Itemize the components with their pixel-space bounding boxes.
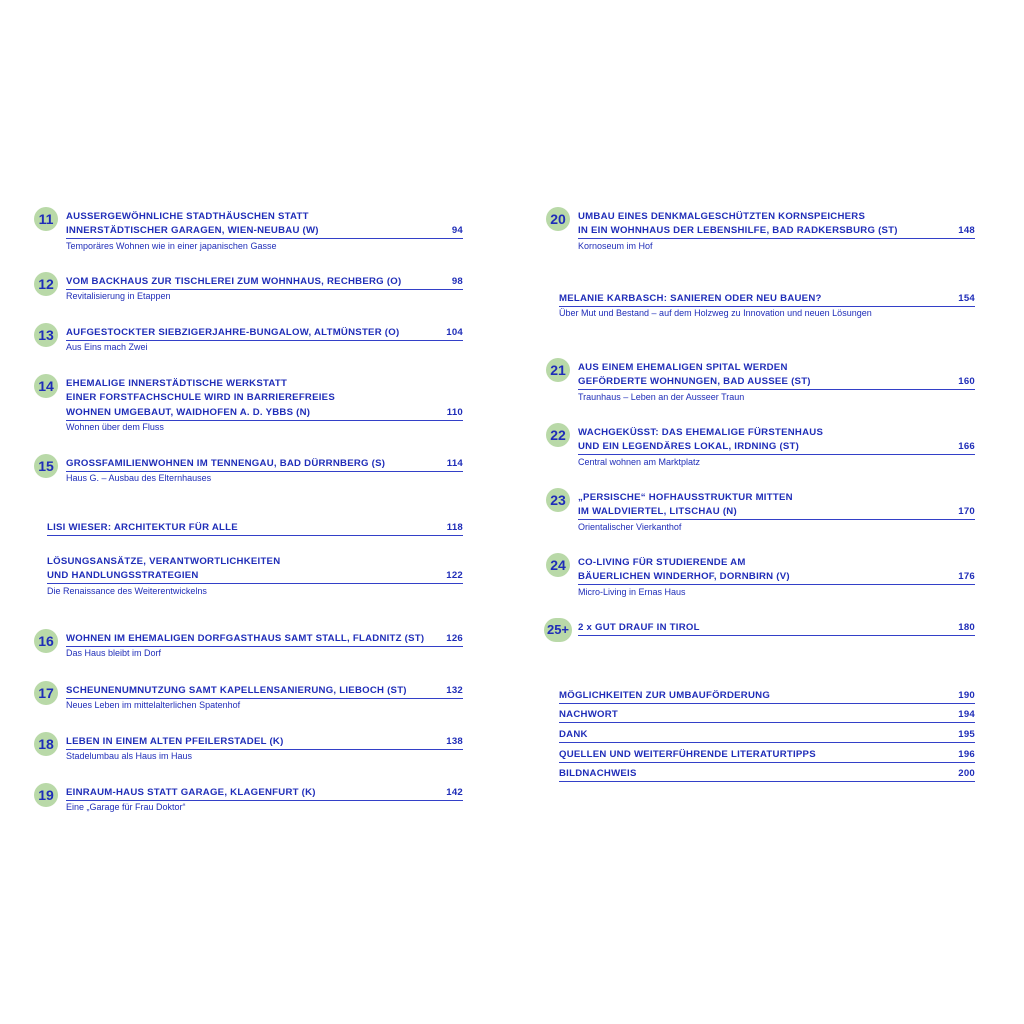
chapter-title-line[interactable] [66, 786, 463, 801]
chapter-title-text: WACHGEKÜSST: DAS EHEMALIGE FÜRSTENHAUS [578, 427, 824, 438]
chapter-subtitle: Haus G. – Ausbau des Elternhauses [66, 473, 212, 484]
chapter-number-badge: 19 [34, 783, 58, 807]
chapter-number-badge: 15 [34, 454, 58, 478]
chapter-title-line[interactable] [578, 224, 975, 239]
chapter-title-line[interactable] [578, 361, 975, 375]
chapter-title-text: GROSSFAMILIENWOHNEN IM TENNENGAU, BAD DÜRRNBERG (S) [66, 458, 386, 469]
chapter-title-text: BILDNACHWEIS [559, 768, 637, 779]
chapter-number-badge: 22 [546, 423, 570, 447]
page-number: 166 [958, 441, 975, 453]
chapter-title-line[interactable] [578, 440, 975, 455]
chapter-title-line[interactable] [559, 689, 975, 704]
chapter-title-line[interactable] [47, 555, 463, 569]
chapter-title-text: MÖGLICHKEITEN ZUR UMBAUFÖRDERUNG [559, 690, 771, 701]
chapter-title-text: WOHNEN IM EHEMALIGEN DORFGASTHAUS SAMT STALL, FLADNITZ (ST) [66, 633, 425, 644]
chapter-title-text: „PERSISCHE“ HOFHAUSSTRUKTUR MITTEN [578, 492, 793, 503]
chapter-title-text: NACHWORT [559, 709, 619, 720]
chapter-number-badge: 18 [34, 732, 58, 756]
chapter-title-text: QUELLEN UND WEITERFÜHRENDE LITERATURTIPPS [559, 749, 816, 760]
chapter-title-line[interactable] [47, 521, 463, 536]
chapter-title-text: IN EIN WOHNHAUS DER LEBENSHILFE, BAD RADKERSBURG (ST) [578, 225, 898, 237]
chapter-title-line[interactable] [66, 406, 463, 421]
chapter-title-text: CO-LIVING FÜR STUDIERENDE AM [578, 557, 746, 568]
chapter-title-line[interactable] [578, 505, 975, 520]
chapter-subtitle: Eine „Garage für Frau Doktor“ [66, 802, 186, 813]
chapter-subtitle: Aus Eins mach Zwei [66, 342, 148, 353]
page-number: 138 [446, 736, 463, 747]
chapter-title-text: WOHNEN UMGEBAUT, WAIDHOFEN A. D. YBBS (N) [66, 406, 311, 418]
page-number: 132 [446, 685, 463, 696]
chapter-title-text: UND EIN LEGENDÄRES LOKAL, IRDNING (ST) [578, 441, 800, 453]
page-number: 142 [446, 787, 463, 798]
page-number: 110 [446, 406, 463, 418]
chapter-number-badge: 12 [34, 272, 58, 296]
chapter-title-line[interactable] [578, 210, 975, 224]
chapter-subtitle: Wohnen über dem Fluss [66, 422, 164, 433]
page-number: 160 [958, 376, 975, 388]
chapter-title-line[interactable] [66, 735, 463, 750]
chapter-title-text: UND HANDLUNGSSTRATEGIEN [47, 570, 199, 582]
chapter-number-badge: 16 [34, 629, 58, 653]
chapter-number-badge: 23 [546, 488, 570, 512]
page-number: 114 [446, 458, 463, 469]
chapter-number-badge: 25+ [544, 618, 572, 642]
chapter-title-text: AUSSERGEWÖHNLICHE STADTHÄUSCHEN STATT [66, 211, 309, 222]
chapter-number-badge: 20 [546, 207, 570, 231]
chapter-title-text: LEBEN IN EINEM ALTEN PFEILERSTADEL (K) [66, 736, 284, 747]
chapter-title-line[interactable] [66, 224, 463, 239]
chapter-subtitle: Über Mut und Bestand – auf dem Holzweg zu Innovation und neuen Lösungen [559, 308, 872, 319]
page-number: 180 [958, 622, 975, 633]
page-number: 200 [958, 768, 975, 779]
chapter-number-badge: 14 [34, 374, 58, 398]
page-number: 154 [958, 293, 975, 304]
chapter-title-line[interactable] [47, 569, 463, 584]
chapter-title-text: BÄUERLICHEN WINDERHOF, DORNBIRN (V) [578, 571, 790, 583]
page-number: 104 [446, 327, 463, 338]
chapter-title-line[interactable] [559, 748, 975, 763]
chapter-subtitle: Kornoseum im Hof [578, 240, 653, 251]
page-number: 190 [958, 690, 975, 701]
chapter-title-line[interactable] [66, 275, 463, 290]
chapter-title-text: GEFÖRDERTE WOHNUNGEN, BAD AUSSEE (ST) [578, 376, 811, 388]
chapter-title-line[interactable] [559, 767, 975, 782]
chapter-title-line[interactable] [578, 556, 975, 570]
chapter-title-line[interactable] [66, 391, 463, 405]
chapter-subtitle: Temporäres Wohnen wie in einer japanischen Gasse [66, 240, 277, 251]
page-number: 148 [958, 225, 975, 237]
chapter-title-line[interactable] [559, 728, 975, 743]
chapter-number-badge: 13 [34, 323, 58, 347]
chapter-number-badge: 11 [34, 207, 58, 231]
chapter-title-text: VOM BACKHAUS ZUR TISCHLEREI ZUM WOHNHAUS, RECHBERG (O) [66, 276, 402, 287]
chapter-title-line[interactable] [578, 375, 975, 390]
chapter-subtitle: Micro-Living in Ernas Haus [578, 586, 686, 597]
chapter-title-line[interactable] [66, 377, 463, 391]
chapter-subtitle: Das Haus bleibt im Dorf [66, 648, 162, 659]
chapter-title-text: LISI WIESER: ARCHITEKTUR FÜR ALLE [47, 522, 238, 533]
chapter-title-text: AUFGESTOCKTER SIEBZIGERJAHRE-BUNGALOW, ALTMÜNSTER (O) [66, 327, 400, 338]
page-number: 176 [958, 571, 975, 583]
chapter-number-badge: 17 [34, 681, 58, 705]
chapter-title-text: EHEMALIGE INNERSTÄDTISCHE WERKSTATT [66, 378, 288, 389]
chapter-subtitle: Traunhaus – Leben an der Ausseer Traun [578, 391, 745, 402]
chapter-title-line[interactable] [66, 632, 463, 647]
page-number: 170 [958, 506, 975, 518]
page-number: 94 [451, 225, 463, 237]
page-number: 195 [958, 729, 975, 740]
page-number: 126 [446, 633, 463, 644]
chapter-number-badge: 24 [546, 553, 570, 577]
chapter-title-text: SCHEUNENUMNUTZUNG SAMT KAPELLENSANIERUNG, LIEBOCH (ST) [66, 685, 407, 696]
chapter-title-text: AUS EINEM EHEMALIGEN SPITAL WERDEN [578, 362, 788, 373]
chapter-subtitle: Die Renaissance des Weiterentwickelns [47, 585, 207, 596]
chapter-title-line[interactable] [578, 621, 975, 636]
chapter-subtitle: Neues Leben im mittelalterlichen Spatenhof [66, 700, 241, 711]
page-number: 118 [446, 522, 463, 533]
chapter-title-line[interactable] [66, 457, 463, 472]
chapter-title-line[interactable] [66, 326, 463, 341]
chapter-subtitle: Revitalisierung in Etappen [66, 291, 171, 302]
chapter-title-line[interactable] [578, 426, 975, 440]
chapter-title-text: INNERSTÄDTISCHER GARAGEN, WIEN-NEUBAU (W) [66, 225, 319, 237]
chapter-title-line[interactable] [559, 292, 975, 307]
chapter-title-line[interactable] [559, 708, 975, 723]
page-number: 194 [958, 709, 975, 720]
chapter-title-line[interactable] [578, 491, 975, 505]
chapter-title-line[interactable] [66, 684, 463, 699]
page-number: 122 [446, 570, 463, 582]
chapter-title-text: MELANIE KARBASCH: SANIEREN ODER NEU BAUEN? [559, 293, 822, 304]
chapter-number-badge: 21 [546, 358, 570, 382]
chapter-title-text: EINRAUM-HAUS STATT GARAGE, KLAGENFURT (K) [66, 787, 316, 798]
chapter-subtitle: Stadelumbau als Haus im Haus [66, 751, 193, 762]
chapter-title-line[interactable] [66, 210, 463, 224]
chapter-title-line[interactable] [578, 570, 975, 585]
chapter-title-text: DANK [559, 729, 588, 740]
chapter-title-text: UMBAU EINES DENKMALGESCHÜTZTEN KORNSPEICHERS [578, 211, 866, 222]
chapter-title-text: LÖSUNGSANSÄTZE, VERANTWORTLICHKEITEN [47, 556, 281, 567]
chapter-title-text: EINER FORSTFACHSCHULE WIRD IN BARRIEREFREIES [66, 392, 335, 404]
chapter-title-text: IM WALDVIERTEL, LITSCHAU (N) [578, 506, 737, 518]
page-number: 196 [958, 749, 975, 760]
page-number: 98 [451, 276, 463, 287]
chapter-subtitle: Orientalischer Vierkanthof [578, 521, 682, 532]
chapter-subtitle: Central wohnen am Marktplatz [578, 456, 701, 467]
chapter-title-text: 2 x GUT DRAUF IN TIROL [578, 622, 700, 633]
